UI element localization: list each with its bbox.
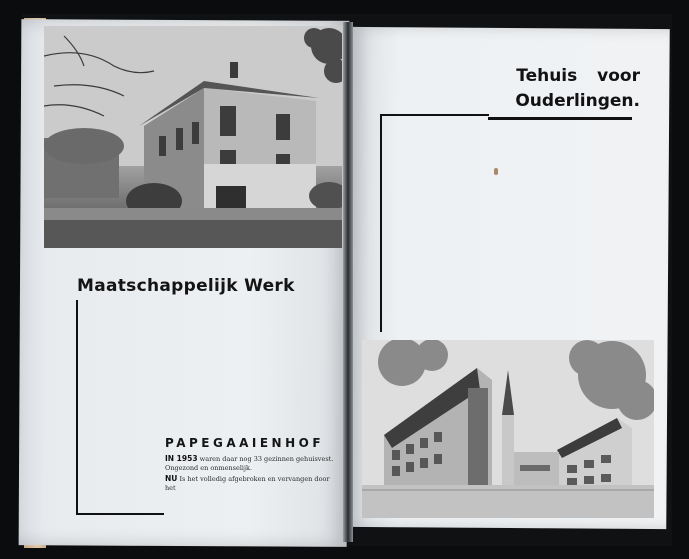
right-title bbox=[490, 64, 640, 114]
body-text bbox=[165, 455, 335, 495]
right-top-rule bbox=[381, 114, 489, 116]
paragraph-2-lead: NU bbox=[165, 474, 178, 483]
paper-stain bbox=[494, 168, 498, 175]
right-horizontal-rule bbox=[488, 117, 632, 120]
right-vertical-rule bbox=[380, 114, 382, 332]
paragraph-2 bbox=[165, 475, 335, 492]
house-photo-drawing bbox=[44, 26, 342, 248]
building-drawing bbox=[362, 340, 654, 518]
title-line-2: Ouderlingen. bbox=[515, 91, 640, 111]
paragraph-2-text: Is het volledig afgebroken en vervangen door het bbox=[165, 475, 330, 492]
house-photo bbox=[44, 26, 342, 248]
paragraph-1-text: waren daar nog 33 gezinnen gehuisvest. Ongezond en onmenselijk. bbox=[165, 455, 334, 472]
paragraph-1-lead: IN 1953 bbox=[165, 454, 198, 463]
left-horizontal-rule bbox=[76, 513, 164, 515]
left-vertical-rule bbox=[76, 300, 78, 514]
building-drawing-image bbox=[362, 340, 654, 518]
title-line-1: Tehuis voor bbox=[516, 66, 640, 86]
section-title: Maatschappelijk Werk bbox=[77, 276, 295, 296]
paragraph-1 bbox=[165, 455, 335, 472]
sub-heading: PAPEGAAIENHOF bbox=[165, 436, 325, 450]
book-spine bbox=[343, 22, 353, 542]
